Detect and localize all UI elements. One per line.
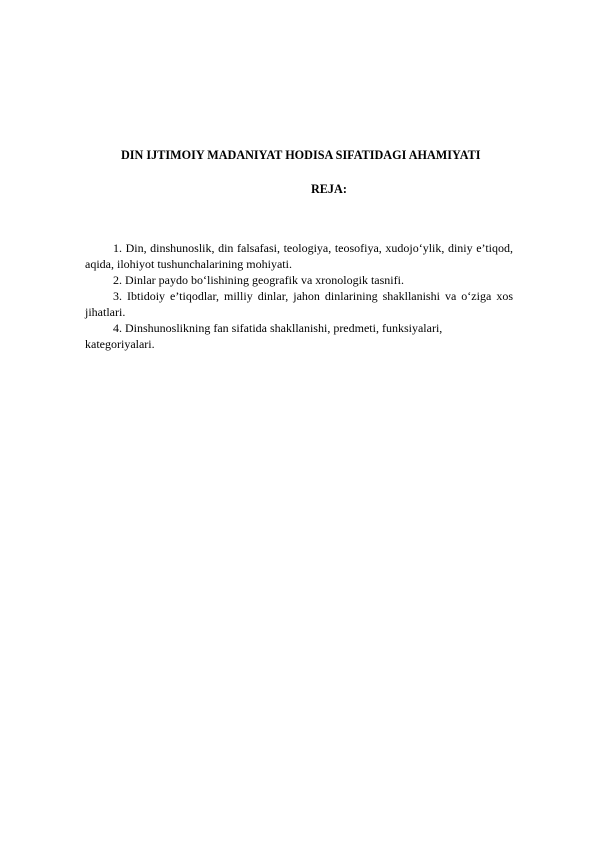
plan-item: 3. Ibtidoiy e’tiqodlar, milliy dinlar, jahon dinlarining shakllanishi va o‘ziga xos jihatlari. bbox=[85, 289, 513, 319]
document-title: DIN IJTIMOIY MADANIYAT HODISA SIFATIDAGI AHAMIYATI bbox=[121, 148, 481, 162]
plan-heading: REJA: bbox=[311, 182, 347, 196]
plan-item: 1. Din, dinshunoslik, din falsafasi, teologiya, teosofiya, xudojo‘ylik, diniy e’tiqod, aqida, ilohiyot tushunchalarining mohiyati. bbox=[85, 241, 513, 271]
plan-item: 2. Dinlar paydo bo‘lishining geografik va xronologik tasnifi. bbox=[113, 273, 404, 287]
plan-item: 4. Dinshunoslikning fan sifatida shakllanishi, predmeti, funksiyalari, kategoriyalari. bbox=[85, 321, 443, 351]
plan-list bbox=[85, 240, 513, 352]
